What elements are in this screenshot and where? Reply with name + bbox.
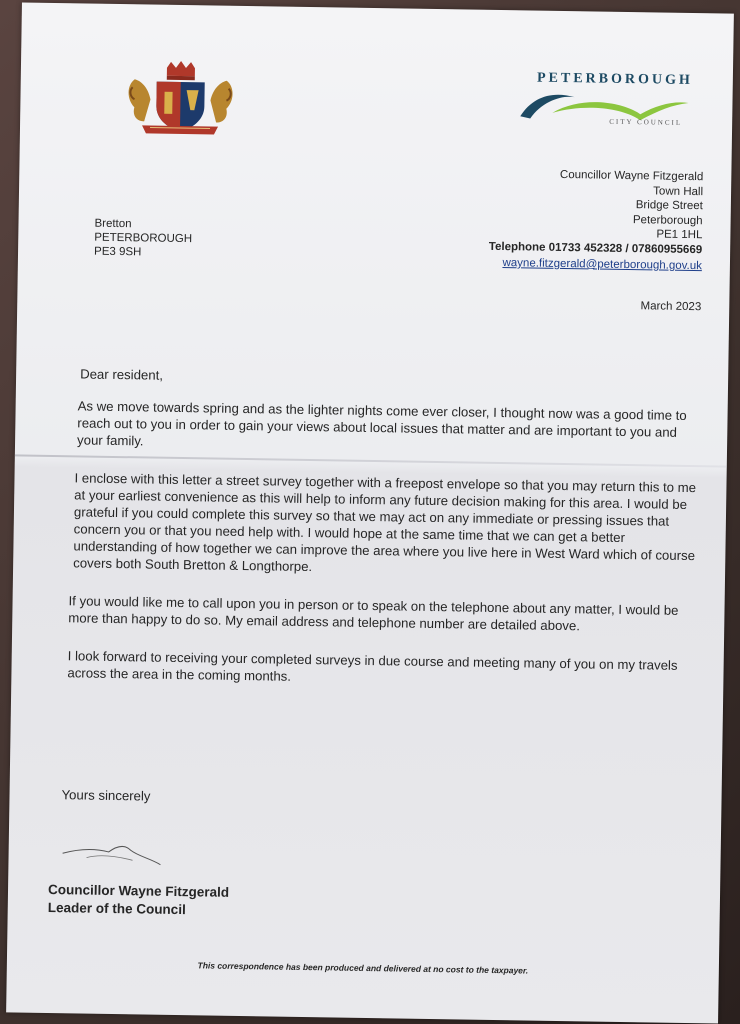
paragraph: I enclose with this letter a street survey together with a freepost envelope so that you may return this to me at your earliest convenience as this will help to inform any future decision making for this area. I would be grateful if you could complete this survey so that we may act on any immediate or pressing issues that concern you or that you need help with. I would hope at the same time that we can get a better understanding of how together we can improve the area where you live here in West Ward which of course covers both South Bretton & Longthorpe. — [73, 470, 697, 575]
letter-body — [67, 365, 704, 712]
sender-telephone: Telephone 01733 452328 / 07860955669 — [488, 240, 703, 256]
closing: Yours sincerely — [61, 787, 151, 804]
logo-title: PETERBOROUGH — [536, 70, 693, 89]
logo-subtitle: CITY COUNCIL — [609, 117, 683, 127]
signoff-name: Councillor Wayne Fitzgerald — [47, 881, 230, 900]
footer-note: This correspondence has been produced and delivered at no cost to the taxpayer. — [197, 960, 529, 976]
council-logo — [502, 70, 693, 127]
sender-address — [488, 167, 703, 274]
signature-icon — [56, 831, 167, 873]
sender-email-link[interactable]: wayne.fitzgerald@peterborough.gov.uk — [502, 257, 703, 273]
sender-postcode: PE1 1HL — [656, 228, 703, 242]
paragraph: As we move towards spring and as the lighter nights come ever closer, I thought now was a good time to reach out to you in order to gain your views about local issues that matter and are important to you and your family. — [76, 398, 687, 449]
recipient-line2: PETERBOROUGH — [94, 231, 193, 246]
signoff — [48, 881, 230, 920]
sender-name: Councillor Wayne Fitzgerald — [559, 168, 704, 184]
recipient-line3: PE3 9SH — [93, 245, 142, 259]
paragraph: I look forward to receiving your completed surveys in due course and meeting many of you on my travels across the area in the coming months. — [67, 648, 678, 684]
letter-date: March 2023 — [640, 300, 702, 314]
recipient-line1: Bretton — [94, 217, 132, 231]
sender-line1: Town Hall — [653, 184, 704, 198]
sender-line2: Bridge Street — [635, 199, 703, 213]
council-crest-icon — [120, 59, 241, 141]
recipient-address — [94, 217, 192, 261]
signoff-title: Leader of the Council — [47, 899, 186, 918]
greeting: Dear resident, — [80, 366, 164, 383]
letter-page — [6, 2, 734, 1023]
sender-line3: Peterborough — [632, 213, 703, 227]
paragraph: If you would like me to call upon you in person or to speak on the telephone about any matter, I would be more than happy to do so. My email address and telephone number are detailed above. — [68, 593, 679, 634]
